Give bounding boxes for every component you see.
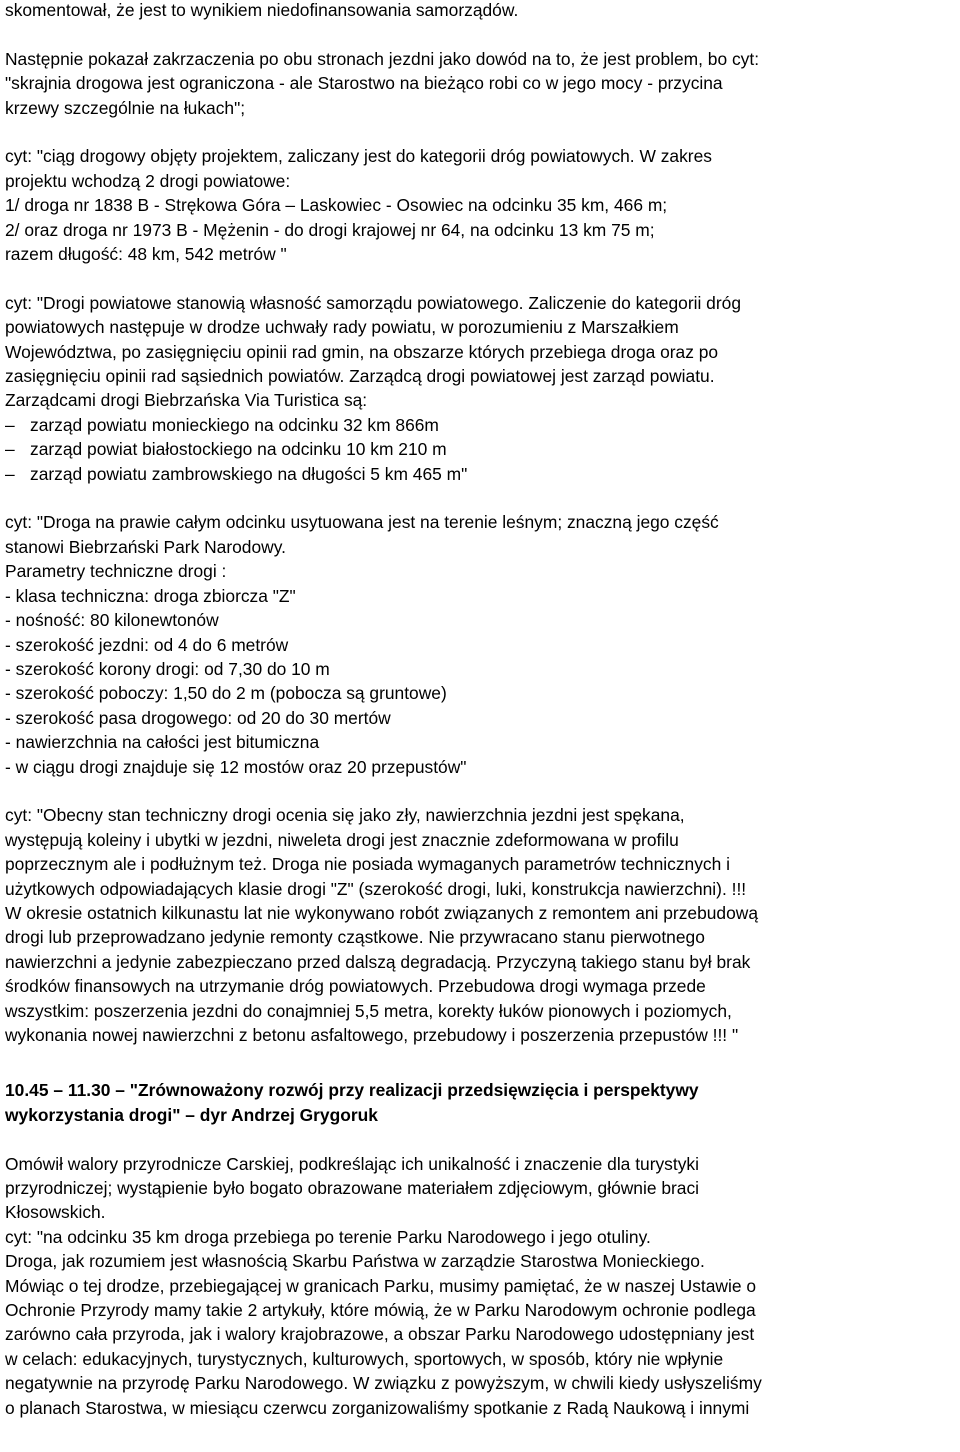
text-line: występują koleiny i ubytki w jezdni, niweleta drogi jest znacznie zdeformowana w profilu — [5, 829, 679, 850]
text-line: - w ciągu drogi znajduje się 12 mostów oraz 20 przepustów" — [5, 756, 467, 777]
list-item-text: zarząd powiatu zambrowskiego na długości 5 km 465 m" — [30, 463, 468, 484]
dash-bullet-icon: – — [5, 463, 15, 484]
text-line: cyt: "Obecny stan techniczny drogi ocenia się jako zły, nawierzchnia jezdni jest spękana, — [5, 805, 685, 826]
text-line: razem długość: 48 km, 542 metrów " — [5, 244, 287, 265]
text-line: wszystkim: poszerzenia jezdni do conajmniej 5,5 metra, korekty łuków pionowych i poziomych, — [5, 1000, 732, 1021]
text-line: - klasa techniczna: droga zbiorcza "Z" — [5, 585, 296, 606]
text-line: cyt: "Drogi powiatowe stanowią własność samorządu powiatowego. Zaliczenie do kategorii dróg — [5, 292, 741, 313]
text-line: środków finansowych na utrzymanie dróg powiatowych. Przebudowa drogi wymaga przede — [5, 976, 706, 997]
text-line: Mówiąc o tej drodze, przebiegającej w granicach Parku, musimy pamiętać, że w naszej Ustawie o — [5, 1275, 757, 1296]
text-line: Województwa, po zasięgnięciu opinii rad gmin, na obszarze których przebiega droga oraz po — [5, 341, 719, 362]
text-line: Droga, jak rozumiem jest własnością Skarbu Państwa w zarządzie Starostwa Monieckiego. — [5, 1251, 705, 1272]
text-line: skomentował, że jest to wynikiem niedofinansowania samorządów. — [5, 0, 519, 20]
text-line: - szerokość poboczy: 1,50 do 2 m (pobocza są gruntowe) — [5, 683, 447, 704]
text-line: nawierzchni a jedynie zabezpieczano przed dalszą degradacją. Przyczyną takiego stanu był brak — [5, 951, 751, 972]
text-line: 10.45 – 11.30 – "Zrównoważony rozwój przy realizacji przedsięwzięcia i perspektywy — [5, 1080, 699, 1101]
paragraph-technical-parameters — [5, 510, 955, 778]
list-item — [5, 413, 955, 437]
text-line: przyrodniczej; wystąpienie było bogato obrazowane materiałem zdjęciowym, głównie braci — [5, 1178, 700, 1198]
text-line: - szerokość pasa drogowego: od 20 do 30 mertów — [5, 707, 391, 728]
text-line: powiatowych następuje w drodze uchwały rady powiatu, w porozumieniu z Marszałkiem — [5, 317, 679, 338]
text-line: zarówno cała przyroda, jak i walory krajobrazowe, a obszar Parku Narodowego udostępniany jest — [5, 1324, 755, 1345]
text-line: 1/ droga nr 1838 B - Strękowa Góra – Laskowiec - Osowiec na odcinku 35 km, 466 m; — [5, 195, 668, 216]
section-heading — [5, 1078, 955, 1127]
text-line: - szerokość korony drogi: od 7,30 do 10 m — [5, 658, 330, 679]
text-line: Zarządcami drogi Biebrzańska Via Turistica są: — [5, 390, 368, 411]
dash-bullet-icon: – — [5, 439, 15, 460]
text-line: drogi lub przeprowadzano jedynie remonty cząstkowe. Nie przywracano stanu pierwotnego — [5, 927, 705, 948]
text-line: Ochronie Przyrody mamy takie 2 artykuły, które mówią, że w Parku Narodowym ochronie podlega — [5, 1300, 756, 1321]
text-line: - nawierzchnia na całości jest bitumiczna — [5, 732, 320, 753]
text-line: negatywnie na przyrodę Parku Narodowego. W związku z powyższym, w chwili kiedy usłyszeliśmy — [5, 1373, 762, 1394]
text-line: o planach Starostwa, w miesiącu czerwcu zorganizowaliśmy spotkanie z Radą Naukową i innymi — [5, 1397, 750, 1418]
text-line: - nośność: 80 kilonewtonów — [5, 610, 219, 631]
document-page — [5, 0, 955, 1420]
text-line: 2/ oraz droga nr 1973 B - Mężenin - do drogi krajowej nr 64, na odcinku 13 km 75 m; — [5, 219, 655, 240]
text-line: Parametry techniczne drogi : — [5, 561, 227, 582]
paragraph-road-authority — [5, 291, 955, 413]
list-item — [5, 462, 955, 486]
text-line: w celach: edukacyjnych, turystycznych, kulturowych, sportowych, w sposób, który nie wpłynie — [5, 1348, 724, 1369]
text-line: projektu wchodzą 2 drogi powiatowe: — [5, 170, 291, 191]
text-line: stanowi Biebrzański Park Narodowy. — [5, 536, 286, 557]
list-item — [5, 437, 955, 461]
text-line: użytkowych odpowiadających klasie drogi "Z" (szerokość drogi, luki, konstrukcja nawierzchni). !!! — [5, 878, 747, 899]
paragraph-road-shoulder — [5, 47, 955, 120]
list-item-text: zarząd powiatu monieckiego na odcinku 32 km 866m — [30, 414, 439, 435]
text-line: cyt: "na odcinku 35 km droga przebiega po terenie Parku Narodowego i jego otuliny. — [5, 1226, 651, 1247]
list-item-text: zarząd powiat białostockiego na odcinku 10 km 210 m — [30, 439, 447, 460]
dash-bullet-icon: – — [5, 414, 15, 435]
text-line: Kłosowskich. — [5, 1202, 106, 1223]
text-line: zasięgnięciu opinii rad sąsiednich powiatów. Zarządcą drogi powiatowej jest zarząd powiatu. — [5, 366, 715, 387]
text-line: wykonania nowej nawierzchni z betonu asfaltowego, przebudowy i poszerzenia przepustów !!! " — [5, 1024, 739, 1045]
text-line: wykorzystania drogi" – dyr Andrzej Grygoruk — [5, 1104, 378, 1125]
text-line: poprzecznym ale i podłużnym też. Droga nie posiada wymaganych parametrów technicznych i — [5, 854, 730, 875]
text-line: - szerokość jezdni: od 4 do 6 metrów — [5, 634, 289, 655]
text-line: cyt: "Droga na prawie całym odcinku usytuowana jest na terenie leśnym; znaczną jego część — [5, 512, 719, 533]
text-line: Następnie pokazał zakrzaczenia po obu stronach jezdni jako dowód na to, że jest problem, bo cyt: — [5, 48, 760, 69]
text-line: "skrajnia drogowa jest ograniczona - ale Starostwo na bieżąco robi co w jego mocy - przycina — [5, 73, 723, 94]
road-managers-list — [5, 413, 955, 486]
paragraph-technical-condition — [5, 803, 955, 1047]
text-line: Omówił walory przyrodnicze Carskiej, podkreślając ich unikalność i znaczenie dla turystyki — [5, 1153, 699, 1174]
paragraph-intro — [5, 0, 955, 22]
text-line: cyt: "ciąg drogowy objęty projektem, zaliczany jest do kategorii dróg powiatowych. W zakres — [5, 146, 712, 167]
text-line: krzewy szczególnie na łukach"; — [5, 97, 246, 118]
paragraph-project-scope — [5, 144, 955, 266]
paragraph-national-park — [5, 1152, 955, 1420]
text-line: W okresie ostatnich kilkunastu lat nie wykonywano robót związanych z remontem ani przebudową — [5, 902, 758, 923]
